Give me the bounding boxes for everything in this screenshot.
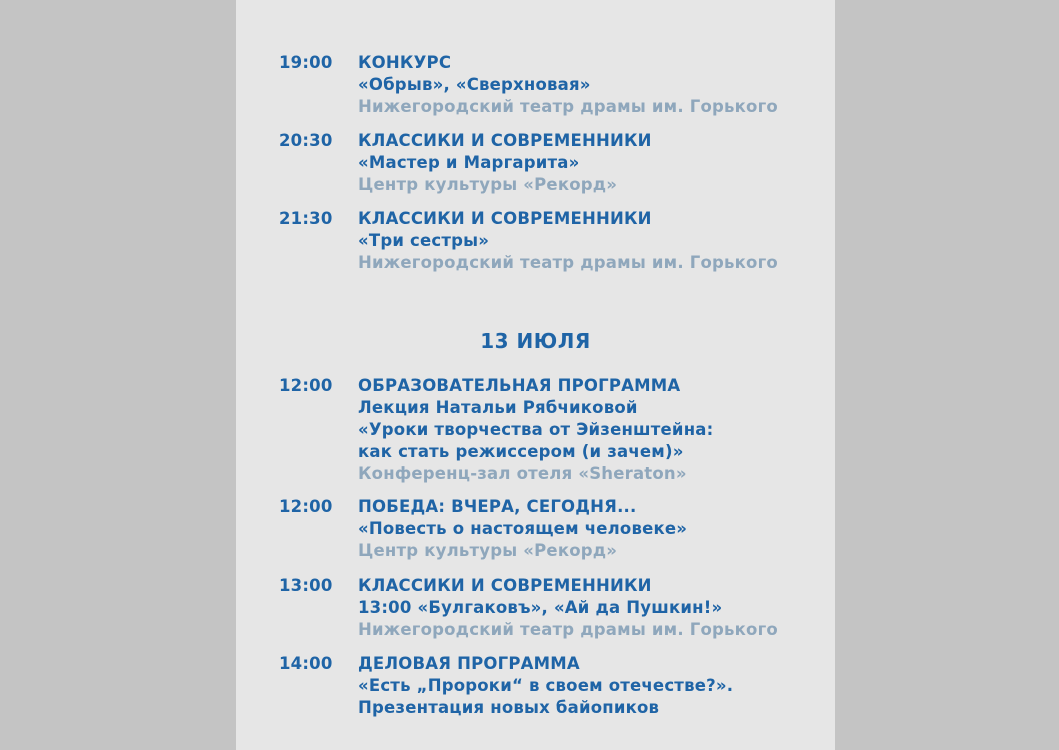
event-title: «Мастер и Маргарита»	[358, 153, 580, 172]
event-title: «Уроки творчества от Эйзенштейна:	[358, 420, 714, 439]
event-time: 14:00	[279, 654, 333, 673]
event-venue: Нижегородский театр драмы им. Горького	[358, 620, 778, 639]
date-heading: 13 ИЮЛЯ	[480, 329, 591, 353]
event-venue: Центр культуры «Рекорд»	[358, 541, 618, 560]
event-title: «Три сестры»	[358, 231, 490, 250]
event-category: КОНКУРС	[358, 53, 452, 72]
event-time: 21:30	[279, 209, 333, 228]
event-venue: Центр культуры «Рекорд»	[358, 175, 618, 194]
event-title: Лекция Натальи Рябчиковой	[358, 398, 638, 417]
event-title: «Повесть о настоящем человеке»	[358, 519, 688, 538]
schedule-sheet	[236, 0, 835, 750]
event-venue: Нижегородский театр драмы им. Горького	[358, 253, 778, 272]
event-time: 12:00	[279, 376, 333, 395]
event-venue: Нижегородский театр драмы им. Горького	[358, 97, 778, 116]
event-category: КЛАССИКИ И СОВРЕМЕННИКИ	[358, 576, 652, 595]
event-category: КЛАССИКИ И СОВРЕМЕННИКИ	[358, 209, 652, 228]
event-category: ДЕЛОВАЯ ПРОГРАММА	[358, 654, 580, 673]
event-category: ПОБЕДА: ВЧЕРА, СЕГОДНЯ...	[358, 497, 637, 516]
event-time: 20:30	[279, 131, 333, 150]
event-title: как стать режиссером (и зачем)»	[358, 442, 684, 461]
event-title: «Обрыв», «Сверхновая»	[358, 75, 591, 94]
event-time: 13:00	[279, 576, 333, 595]
event-category: КЛАССИКИ И СОВРЕМЕННИКИ	[358, 131, 652, 150]
event-time: 19:00	[279, 53, 333, 72]
event-title: Презентация новых байопиков	[358, 698, 660, 717]
event-venue: Конференц-зал отеля «Sheraton»	[358, 464, 687, 483]
event-category: ОБРАЗОВАТЕЛЬНАЯ ПРОГРАММА	[358, 376, 681, 395]
event-time: 12:00	[279, 497, 333, 516]
event-title: 13:00 «Булгаковъ», «Ай да Пушкин!»	[358, 598, 723, 617]
event-title: «Есть „Пророки“ в своем отечестве?».	[358, 676, 734, 695]
